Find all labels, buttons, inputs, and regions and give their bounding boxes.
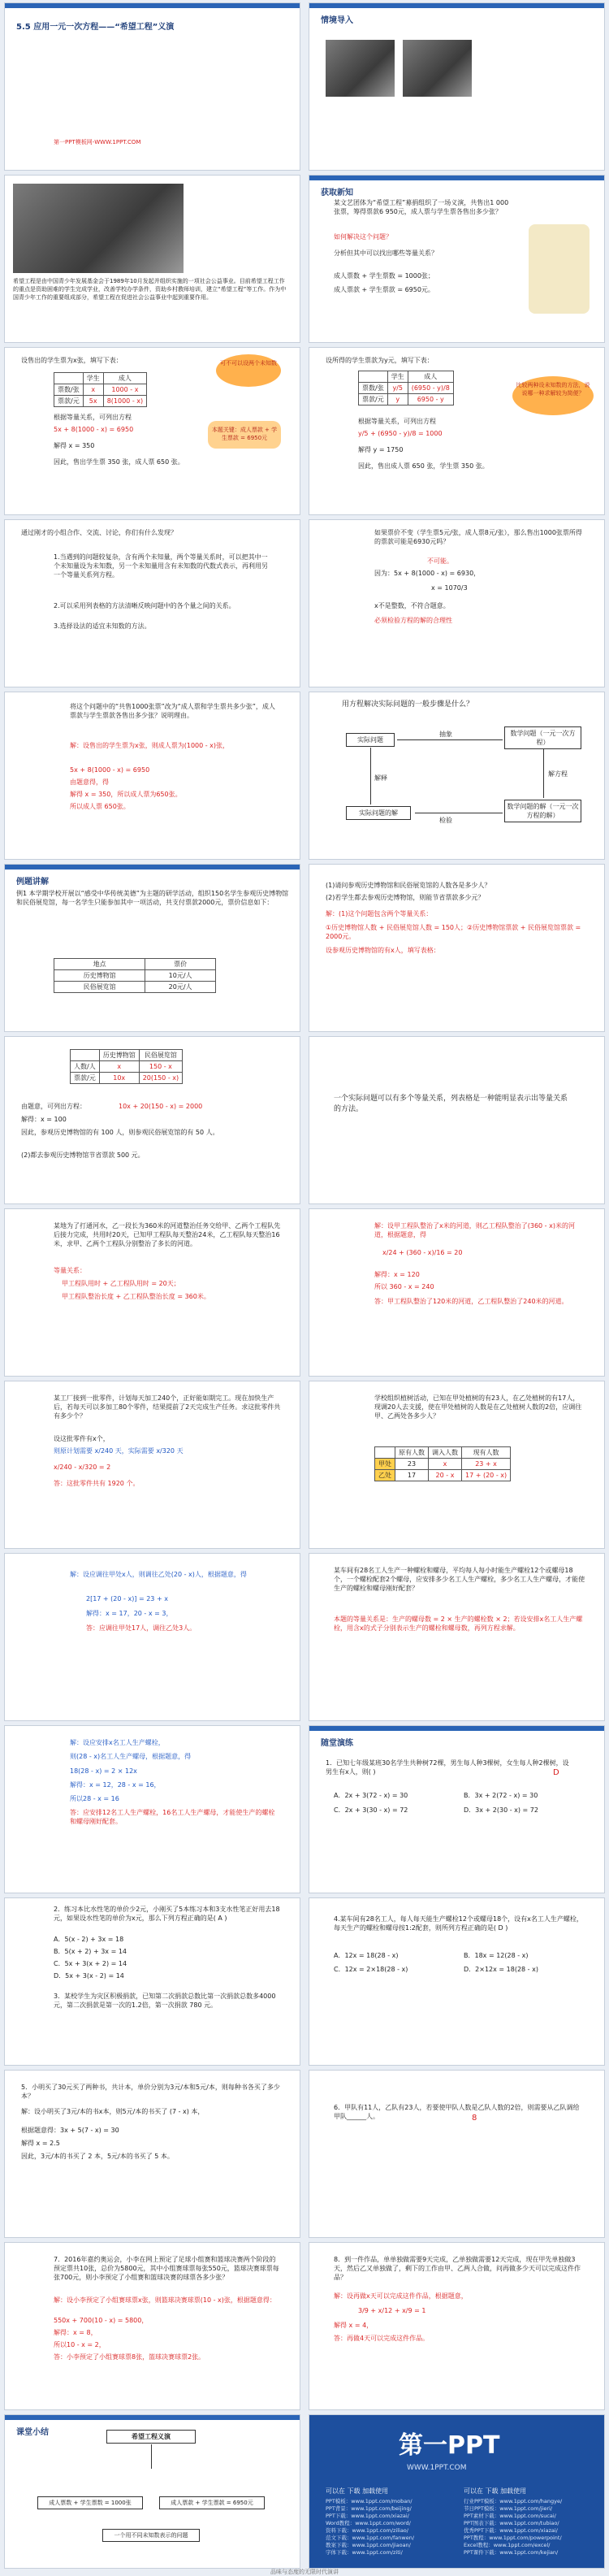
slide-14 [309, 1036, 605, 1204]
solved: 解得 x = 2.5 [21, 2140, 60, 2147]
equation: x/24 + (360 - x)/16 = 20 [382, 1249, 463, 1256]
problem: 将这个问题中的“共售1000张票”改为“成人票和学生票共多少张”，成人票款与学生票款各售出多少张？说明理由。 [70, 703, 275, 719]
link-list-right [464, 2498, 602, 2556]
option-d: D．2×12x = 18(28 - x) [464, 1966, 538, 1973]
answer: 答：应安排12名工人生产螺栓，16名工人生产螺母，才能使生产的螺栓和螺母刚好配套。 [70, 1809, 275, 1825]
slide-24 [309, 1897, 605, 2066]
slide-28 [309, 2242, 605, 2410]
slide-3 [4, 175, 300, 343]
answer: 因此，3元/本的书买了 2 本，5元/本的书买了 5 本。 [21, 2153, 174, 2160]
equation: 根据题意得：3x + 5(7 - x) = 30 [21, 2127, 119, 2134]
people-table [374, 1446, 511, 1481]
list-item[interactable]: 教案下载：www.1ppt.com/jiaoan/ [326, 2542, 411, 2548]
arrow-abstract [397, 739, 503, 740]
table-header: 原有人数 [395, 1447, 429, 1459]
option-a: A．12x = 18(28 - x) [334, 1952, 399, 1959]
finding-3: 3.选择设法的适宜未知数的方法。 [54, 622, 151, 630]
list-item[interactable]: 字体下载：www.1ppt.com/ziti/ [326, 2549, 403, 2556]
option-c: C．5x + 3(x + 2) = 14 [54, 1960, 127, 1967]
table-cell: 6950 - y [408, 394, 453, 405]
list-item[interactable]: 行业PPT模板：www.1ppt.com/hangye/ [464, 2498, 563, 2504]
table-header: 民俗展览馆 [139, 1050, 182, 1061]
question-2: (2)若学生都去参观历史博物馆，则能节省票款多少元？ [326, 894, 485, 901]
table-cell: 10x [99, 1073, 139, 1084]
table-cell: 乙处 [375, 1470, 395, 1481]
answer-2: (2)都去参观历史博物馆节省票款 500 元。 [21, 1151, 145, 1159]
equation: y/5 + (6950 - y)/8 = 1000 [358, 430, 443, 437]
equation: x/240 - x/320 = 2 [54, 1464, 111, 1471]
setup: 解：设甲工程队整治了x米的河道，则乙工程队整治了(360 - x)米的河道，根据题意，得 [374, 1222, 575, 1238]
summary-right: 成人票款 + 学生票款 = 6950元 [159, 2496, 265, 2509]
answer: 答：这批零件共有 1920 个。 [54, 1480, 140, 1487]
solved: 解得：x = 17，20 - x = 3， [86, 1610, 173, 1617]
question-1: (1)请问参观历史博物馆和民俗展览馆的人数各是多少人？ [326, 882, 491, 889]
solution-1: 解：(1)这个问题包含两个等量关系： [326, 910, 433, 917]
table-cell: x [83, 384, 103, 396]
thinking-figure [529, 224, 590, 314]
slide-26 [309, 2070, 605, 2238]
option-d: D．3x + 2(30 - x) = 72 [464, 1806, 538, 1814]
ticket-table [358, 371, 454, 405]
table-header: 地点 [54, 959, 145, 970]
fraction: x = 1070/3 [431, 584, 468, 592]
table-header: 现有人数 [462, 1447, 511, 1459]
table-cell: x [429, 1459, 462, 1470]
list-item[interactable]: PPT教程：www.1ppt.com/powerpoint/ [464, 2535, 562, 2541]
table-cell: 票款/元 [54, 396, 84, 407]
slide-title: 用方程解决实际问题的一般步骤是什么？ [342, 700, 474, 709]
table-cell: (6950 - y)/8 [408, 383, 453, 394]
note: 所以成人票 650张。 [70, 803, 130, 810]
equation: 2[17 + (20 - x)] = 23 + x [86, 1595, 168, 1602]
left-heading: 可以在 下载 加载使用 [326, 2487, 389, 2495]
label-explain: 解释 [374, 774, 387, 782]
table-cell: 历史博物馆 [54, 970, 145, 982]
option-a: A．2x + 3(72 - x) = 30 [334, 1792, 408, 1799]
list-item[interactable]: 节日PPT模板：www.1ppt.com/jieri/ [464, 2505, 553, 2512]
question-6: 6．甲队有11人，乙队有23人，若要使甲队人数是乙队人数的2倍，则需要从乙队调给甲队______人。 [334, 2104, 580, 2120]
brand-url[interactable]: WWW.1PPT.COM [407, 2464, 467, 2472]
solved: 解得 x = 4， [334, 2322, 374, 2329]
setup: 解：设应调往甲处x人，则调往乙处(20 - x)人，根据题意，得 [70, 1571, 247, 1578]
example-text: 例1 本学期学校开展以“感受中华传统美德”为主题的研学活动，组织150名学生参观历史博物馆和民俗展览馆，每一名学生只能参加其中一项活动，共支付票款2000元，票价信息如下： [16, 890, 289, 906]
hint-cloud: 可不可以设两个未知数 [216, 354, 281, 387]
slide-13 [4, 1036, 300, 1204]
tail: x不是整数，不符合题意。 [374, 602, 450, 609]
table-header: 学生 [387, 371, 408, 383]
equation: 3/9 + x/12 + x/9 = 1 [358, 2307, 426, 2314]
equation: 10x + 20(150 - x) = 2000 [119, 1103, 203, 1110]
slide-29 [4, 2414, 300, 2569]
slide-18 [309, 1381, 605, 1549]
equation: 550x + 700(10 - x) = 5800， [54, 2317, 149, 2324]
problem-text: 某文艺团体为“希望工程”募捐组织了一场义演，共售出1 000张票，筹得票款6 950元，成人票与学生票各售出多少张？ [334, 199, 509, 215]
remain: 所以 360 - x = 240 [374, 1283, 434, 1290]
setup: 解：设再做x天可以完成这件作品，根据题意， [334, 2292, 468, 2300]
table-header [54, 373, 84, 384]
answer: 答：小李预定了小组赛球票8张，篮球决赛球票2张。 [54, 2353, 205, 2361]
summary-center: 希望工程义演 [106, 2430, 196, 2444]
box-real-problem: 实际问题 [346, 733, 395, 747]
relation: 根据等量关系，可列出方程 [358, 418, 436, 425]
table-cell: 10元/人 [145, 970, 216, 982]
table-cell: 民俗展览馆 [54, 982, 145, 993]
slide-title: 例题讲解 [16, 878, 49, 887]
table-header [375, 1447, 395, 1459]
list-item[interactable]: PPT素材下载：www.1ppt.com/sucai/ [464, 2513, 556, 2519]
slide-header-bar [5, 865, 300, 870]
page-footer: 品味与态度的无限时代演讲 [270, 2569, 339, 2575]
option-c: C．2x + 3(30 - x) = 72 [334, 1806, 408, 1814]
list-item[interactable]: PPT背景：www.1ppt.com/beijing/ [326, 2505, 412, 2512]
table-cell: 150 - x [139, 1061, 182, 1073]
arrow-solve [543, 749, 544, 798]
question-2: 2．练习本比水性笔的单价少2元，小刚买了5本练习本和3支水性笔正好用去18元，如果设水性笔的单价为x元，那么下列方程正确的是( A ) [54, 1906, 280, 1922]
box-math-solution: 数学问题的解（一元一次方程的解） [504, 800, 581, 822]
answer: 8 [472, 2114, 477, 2123]
list-item[interactable]: PPT课件下载：www.1ppt.com/kejian/ [464, 2549, 559, 2556]
source-link[interactable]: 第一PPT模板网-WWW.1PPT.COM [54, 139, 141, 145]
reason: 因为：5x + 8(1000 - x) = 6930， [374, 570, 481, 577]
slide-title: 获取新知 [321, 189, 353, 197]
analysis: 本题的等量关系是：生产的螺母数 = 2 × 生产的螺栓数 × 2；若设安排x名工人生产螺栓，用含x的式子分别表示生产的螺栓和螺母数，再列方程求解。 [334, 1615, 583, 1632]
table-header: 成人 [408, 371, 453, 383]
slide-23 [4, 1897, 300, 2066]
question: 如果票价不变（学生票5元/张，成人票8元/张），那么售出1000张票所得的票款可能是6930元吗？ [374, 529, 582, 545]
table-cell: 票数/张 [54, 384, 84, 396]
setup: 解：设应安排x名工人生产螺栓， [70, 1739, 165, 1746]
option-b: B．5(x + 2) + 3x = 14 [54, 1948, 127, 1955]
question: 通过刚才的小组合作、交流、讨论，你们有什么发现？ [21, 529, 177, 536]
list-item[interactable]: 范文下载：www.1ppt.com/fanwen/ [326, 2535, 415, 2541]
remain: 所以28 - x = 16 [70, 1795, 119, 1802]
option-b: B．18x = 12(28 - x) [464, 1952, 529, 1959]
solved: 解得：x = 120 [374, 1271, 420, 1278]
slide-22 [309, 1725, 605, 1893]
label-check: 检验 [439, 817, 452, 824]
link-list-left [326, 2498, 456, 2556]
slide-2 [309, 2, 605, 171]
slide-30 [309, 2414, 605, 2569]
table-header [359, 371, 388, 383]
answer: 解得 x = 350，所以成人票为650张。 [70, 791, 182, 798]
table-cell: 23 [395, 1459, 429, 1470]
table-cell: 20(150 - x) [139, 1073, 182, 1084]
slide-7 [4, 519, 300, 687]
table-cell: 8(1000 - x) [103, 396, 146, 407]
slide-9 [4, 692, 300, 860]
table-cell: 1000 - x [103, 384, 146, 396]
answer: 答：应调往甲处17人，调往乙处3人。 [86, 1624, 197, 1632]
table-cell: 人数/人 [71, 1061, 100, 1073]
problem: 某工厂接到一批零件，计划每天加工240个，正好能如期完工。现在加快生产后，若每天可以多加工80个零件，结果提前了2天完成生产任务。求这批零件共有多少个？ [54, 1394, 281, 1420]
box-math-problem: 数学问题（一元一次方程） [504, 726, 581, 749]
solution-2: ①历史博物馆人数 + 民俗展览馆人数 = 150人；②历史博物馆票款 + 民俗展览馆票款 = 2000元。 [326, 924, 581, 940]
summary: 一个实际问题可以有多个等量关系，列表格是一种能明显表示出等量关系的方法。 [334, 1095, 568, 1113]
equation: 5x + 8(1000 - x) = 6950 [54, 426, 134, 433]
question: 如何解决这个问题？ [334, 233, 392, 241]
table-cell: y [387, 394, 408, 405]
finding-1: 1.当遇到的问题较复杂，含有两个未知量，两个等量关系时，可以把其中一个未知量设为未知数，另一个未知量用含有未知数的代数式表示，再利用另一个等量关系列方程。 [54, 553, 268, 579]
table-header: 成人 [103, 373, 146, 384]
setup-2: 则(28 - x)名工人生产螺母，根据题意，得 [70, 1753, 192, 1760]
slide-header-bar [5, 2415, 300, 2420]
problem: 某地为了打通河水，乙一段长为360米的河道整治任务交给甲、乙两个工程队先后接力完成，共用时20天，已知甲工程队每天整治24米，乙工程队每天整治16米，求甲、乙两个工程队分别整治了多长的河道。 [54, 1222, 281, 1247]
question-3: 3．某校学生为灾区积极捐款，已知第二次捐款总数比第一次捐款总数多4000元，第二次捐款是第一次的1.2倍，第一次捐款 780 元。 [54, 1993, 276, 2009]
question: 1．已知七年级某班30名学生共种树72棵，男生每人种3棵树，女生每人种2棵树，设男生有x人，则( ) [326, 1759, 569, 1776]
remain: 所以10 - x = 2， [54, 2341, 106, 2348]
slide-19 [4, 1553, 300, 1721]
students-photo [13, 184, 184, 273]
answer: 答：甲工程队整治了120米的河道，乙工程队整治了240米的河道。 [374, 1298, 568, 1305]
answer: 因此，售出学生票 350 张，成人票 650 张。 [54, 458, 184, 466]
slide-21 [4, 1725, 300, 1893]
box-real-solution: 实际问题的解 [346, 806, 411, 820]
list-item[interactable]: PPT图表下载：www.1ppt.com/tubiao/ [464, 2520, 559, 2526]
solution: 解得 x = 350 [54, 442, 95, 449]
solved: 解得：x = 8， [54, 2329, 97, 2336]
classroom-photo [403, 40, 472, 97]
right-heading: 可以在 下载 加载使用 [464, 2487, 527, 2495]
table-cell: y/5 [387, 383, 408, 394]
table-header: 票价 [145, 959, 216, 970]
visit-table [70, 1049, 183, 1084]
slide-10 [309, 692, 605, 860]
solved: 解得：x = 100 [21, 1116, 67, 1123]
tip: 必须检验方程的解的合理性 [374, 617, 452, 624]
table-cell: 票款/元 [359, 394, 388, 405]
label-solve: 解方程 [548, 770, 568, 778]
list-item[interactable]: PPT下载：www.1ppt.com/xiazai/ [326, 2513, 409, 2519]
table-header: 调入人数 [429, 1447, 462, 1459]
table-cell: 票款/元 [71, 1073, 100, 1084]
slide-20 [309, 1553, 605, 1721]
slide-4 [309, 175, 605, 343]
equation: 18(28 - x) = 2 × 12x [70, 1767, 137, 1775]
summary-left: 成人票数 + 学生票数 = 1000张 [37, 2496, 143, 2509]
answer: D [553, 1768, 559, 1777]
setup: 设这批零件有x个， [54, 1435, 110, 1442]
table-cell: 甲处 [375, 1459, 395, 1470]
question-4: 4.某车间有28名工人，每人每天能生产螺栓12个或螺母18个，设有x名工人生产螺栓，每天生产的螺栓和螺母按1:2配套，则所列方程正确的是( D ) [334, 1915, 583, 1932]
slide-header-bar [309, 176, 604, 180]
list-item[interactable]: Word教程：www.1ppt.com/word/ [326, 2520, 411, 2526]
problem: 学校组织植树活动，已知在甲处植树的有23人，在乙处植树的有17人，现调20人去支援，使在甲处植树的人数是在乙处植树人数的2倍，应调往甲、乙两处各多少人？ [374, 1394, 582, 1420]
compare-cloud: 比较两种设未知数的方法，说说哪一种求解较为简便？ [512, 376, 594, 415]
slide-12 [309, 864, 605, 1032]
setup: 解：设小明买了3元/本的书x本，则5元/本的书买了 (7 - x) 本， [21, 2108, 205, 2115]
relation-2: 成人票款 + 学生票款 = 6950元。 [334, 286, 434, 293]
table-cell: 17 [395, 1470, 429, 1481]
slide-17 [4, 1381, 300, 1549]
price-table [54, 958, 216, 993]
hint: 则原计划需要 x/240 天，实际需要 x/320 天 [54, 1447, 184, 1455]
slide-15 [4, 1208, 300, 1377]
note: 不可能。 [427, 557, 453, 565]
key-hint: 本题关键：成人票款 + 学生票款 = 6950元 [208, 421, 281, 449]
relation-2: 甲工程队整治长度 + 乙工程队整治长度 = 360米。 [62, 1293, 210, 1300]
slide-1 [4, 2, 300, 171]
table-cell: 5x [83, 396, 103, 407]
solved: 解得：x = 12，28 - x = 16， [70, 1781, 161, 1789]
hope-project-paragraph: 希望工程是由中国青少年发展基金会于1989年10月发起并组织实施的一项社会公益事业。目前希望工程工作的重点是资助困难的学生完成学业，改善学校办学条件，资助乡村教师培训，建立“希望工程”等工作。作为中国青少年工作的重要组成部分，希望工程在促进社会公益事业中起到重要作用。 [13, 278, 287, 301]
equation: 5x + 8(1000 - x) = 6950 [70, 766, 150, 774]
table-cell: 20元/人 [145, 982, 216, 993]
brand-logo: 第一PPT [399, 2431, 500, 2460]
intro: 设售出的学生票为x张，填写下表： [21, 357, 123, 364]
slide-6 [309, 347, 605, 515]
setup: 解：设小李预定了小组赛球票x张，则篮球决赛球票(10 - x)张，根据题意得： [54, 2296, 276, 2304]
slide-8 [309, 519, 605, 687]
list-item[interactable]: Excel教程：www.1ppt.com/excel/ [464, 2542, 551, 2548]
slide-title: 情境导入 [321, 16, 353, 25]
solution-3: 设参观历史博物馆的有x人，填写表格： [326, 947, 440, 954]
summary-bottom: 一个用不同未知数表示的问题 [102, 2529, 200, 2542]
problem: 某车间有28名工人生产一种螺栓和螺母，平均每人每小时能生产螺栓12个或螺母18个，一个螺栓配套2个螺母，应安排多少名工人生产螺栓，多少名工人生产螺母，才能使生产的螺栓和螺母刚好配套？ [334, 1567, 585, 1592]
option-b: B．3x + 2(72 - x) = 30 [464, 1792, 538, 1799]
slide-25 [4, 2070, 300, 2238]
slide-title: 随堂演练 [321, 1739, 353, 1748]
slide-27 [4, 2242, 300, 2410]
slide-header-bar [5, 3, 300, 8]
question-5: 5．小明买了30元买了两种书，共计本，单价分别为3元/本和5元/本，则每种书各买了多少本？ [21, 2084, 280, 2100]
relation: 根据等量关系，可列出方程 [54, 414, 132, 421]
option-c: C．12x = 2×18(28 - x) [334, 1966, 408, 1973]
question-8: 8．到一件作品，单单独做需要9天完成，乙单独做需要12天完成，现在甲先单独做3天，然后乙又单独做了，剩下的工作由甲、乙两人合做，问再做多少天可以完成这件作品？ [334, 2256, 581, 2281]
relation-1: 成人票数 + 学生票数 = 1000张； [334, 272, 434, 280]
answer: 因此，售出成人票 650 张，学生票 350 张。 [358, 462, 489, 470]
table-cell: x [99, 1061, 139, 1073]
table-header [71, 1050, 100, 1061]
solution: 解：设售出的学生票为x张，则成人票为(1000 - x)张， [70, 742, 230, 749]
table-cell: 20 - x [429, 1470, 462, 1481]
setup: 由题意，可列出方程： [21, 1103, 86, 1110]
relation-1: 甲工程队用时 + 乙工程队用时 = 20天； [62, 1280, 180, 1287]
solution: 解得 y = 1750 [358, 446, 404, 453]
option-a: A．5(x - 2) + 3x = 18 [54, 1936, 124, 1943]
arrow-verify [370, 748, 371, 804]
question-7: 7．2016年嘉约奥运会，小李在网上预定了足球小组赛和篮球决赛两个阶段的预定票共10张，总价为5800元，其中小组赛球票每张550元，篮球决赛球票每张700元，则小李预定了小组赛和篮球决赛的球票各多少张？ [54, 2256, 279, 2281]
finding-2: 2.可以采用列表格的方法清晰反映问题中的各个量之间的关系。 [54, 602, 235, 609]
slide-11 [4, 864, 300, 1032]
solve-step: 由题意得，得 [70, 778, 109, 786]
table-header: 历史博物馆 [99, 1050, 139, 1061]
relation-title: 等量关系： [54, 1267, 86, 1274]
table-cell: 票数/张 [359, 383, 388, 394]
slide-16 [309, 1208, 605, 1377]
list-item[interactable]: 优秀PPT下载：www.1ppt.com/xiazai/ [464, 2527, 558, 2534]
slide-title: 课堂小结 [16, 2428, 49, 2437]
list-item[interactable]: PPT模板：www.1ppt.com/moban/ [326, 2498, 412, 2504]
slide-5 [4, 347, 300, 515]
answer-1: 因此，参观历史博物馆的有 100 人，则参观民俗展览馆的有 50 人。 [21, 1129, 219, 1136]
option-d: D．5x + 3(x - 2) = 14 [54, 1972, 124, 1980]
slide-title: 5.5 应用一元一次方程——“希望工程”义演 [16, 23, 175, 32]
list-item[interactable]: 资料下载：www.1ppt.com/ziliao/ [326, 2527, 408, 2534]
intro: 设所得的学生票款为y元，填写下表： [326, 357, 434, 364]
table-cell: 23 + x [462, 1459, 511, 1470]
slide-header-bar [309, 3, 604, 8]
table-header: 学生 [83, 373, 103, 384]
answer: 答：再做4天可以完成这件作品。 [334, 2335, 430, 2342]
slide-header-bar [309, 1726, 604, 1731]
girl-photo [326, 40, 395, 97]
table-cell: 17 + (20 - x) [462, 1470, 511, 1481]
tree-line [151, 2444, 152, 2469]
analysis: 分析但其中可以找出哪些等量关系？ [334, 249, 438, 257]
label-abstract: 抽象 [439, 731, 452, 738]
ticket-table [54, 372, 147, 407]
